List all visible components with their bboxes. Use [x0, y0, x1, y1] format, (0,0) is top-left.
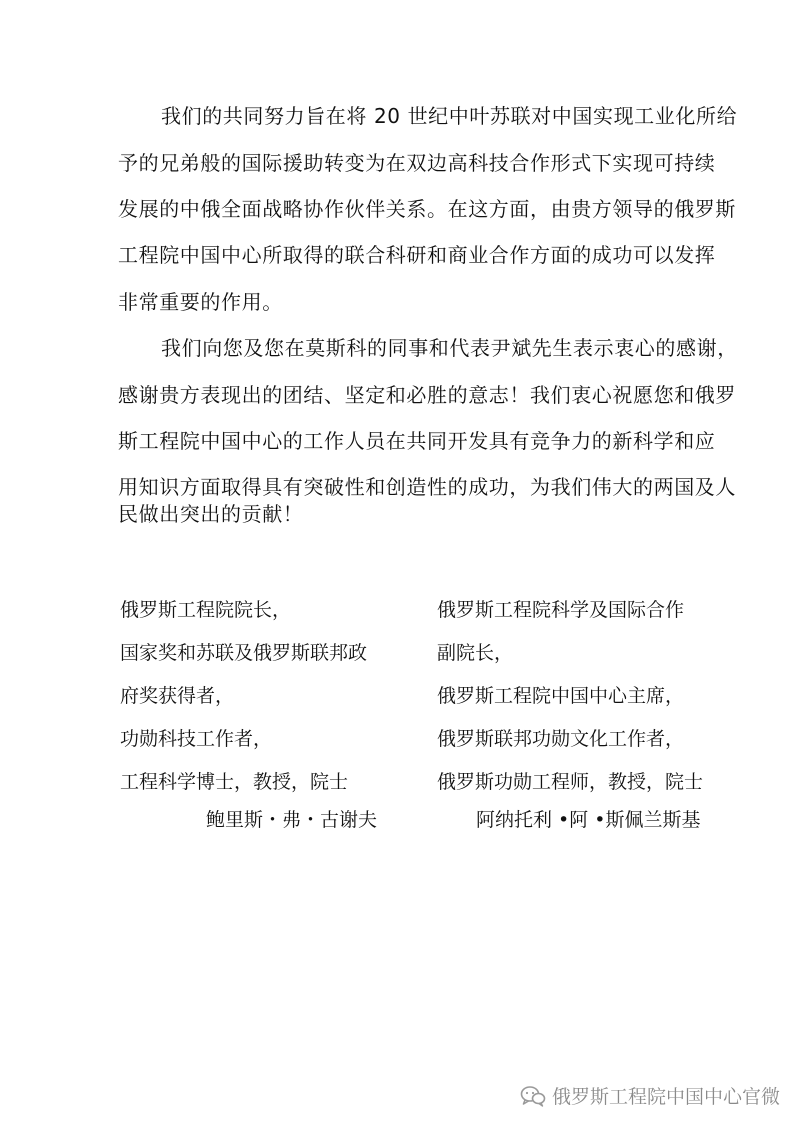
paragraph-1-line: 我们的共同努力旨在将 20 世纪中叶苏联对中国实现工业化所给: [161, 104, 738, 128]
watermark-text: 俄罗斯工程院中国中心官微: [551, 1086, 780, 1108]
signature-left-name: 鲍里斯・弗・古谢夫: [206, 809, 378, 831]
signature-left-title: 府奖获得者，: [120, 685, 235, 707]
signature-left-title: 功勋科技工作者，: [120, 728, 273, 750]
signature-left-title: 俄罗斯工程院院长，: [120, 599, 292, 621]
signature-left-title: 工程科学博士，教授，院士: [120, 771, 349, 793]
signature-right-title: 俄罗斯工程院中国中心主席，: [437, 685, 685, 707]
paragraph-1-line: 工程院中国中心所取得的联合科研和商业合作方面的成功可以发挥: [118, 243, 716, 267]
signature-left-title: 国家奖和苏联及俄罗斯联邦政: [120, 642, 368, 664]
paragraph-1-line: 予的兄弟般的国际援助转变为在双边高科技合作形式下实现可持续: [118, 151, 716, 175]
wechat-icon: [520, 1085, 546, 1107]
paragraph-1-line: 非常重要的作用。: [118, 290, 283, 314]
paragraph-2-line: 我们向您及您在莫斯科的同事和代表尹斌先生表示衷心的感谢，: [161, 336, 738, 360]
paragraph-1-line: 发展的中俄全面战略协作伙伴关系。在这方面，由贵方领导的俄罗斯: [118, 197, 736, 221]
signature-right-title: 俄罗斯功勋工程师，教授，院士: [437, 771, 704, 793]
paragraph-2-line: 用知识方面取得具有突破性和创造性的成功，为我们伟大的两国及人: [118, 475, 736, 499]
signature-right-title: 俄罗斯工程院科学及国际合作: [437, 599, 685, 621]
signature-right-title: 副院长，: [437, 642, 514, 664]
watermark: [520, 1082, 780, 1109]
signature-right-title: 俄罗斯联邦功勋文化工作者，: [437, 728, 685, 750]
paragraph-2-line: 感谢贵方表现出的团结、坚定和必胜的意志！我们衷心祝愿您和俄罗: [118, 383, 736, 407]
paragraph-2-line: 民做出突出的贡献！: [118, 502, 304, 526]
signature-right-name: 阿纳托利 •阿 •斯佩兰斯基: [476, 809, 701, 831]
paragraph-2-line: 斯工程院中国中心的工作人员在共同开发具有竞争力的新科学和应: [118, 429, 716, 453]
